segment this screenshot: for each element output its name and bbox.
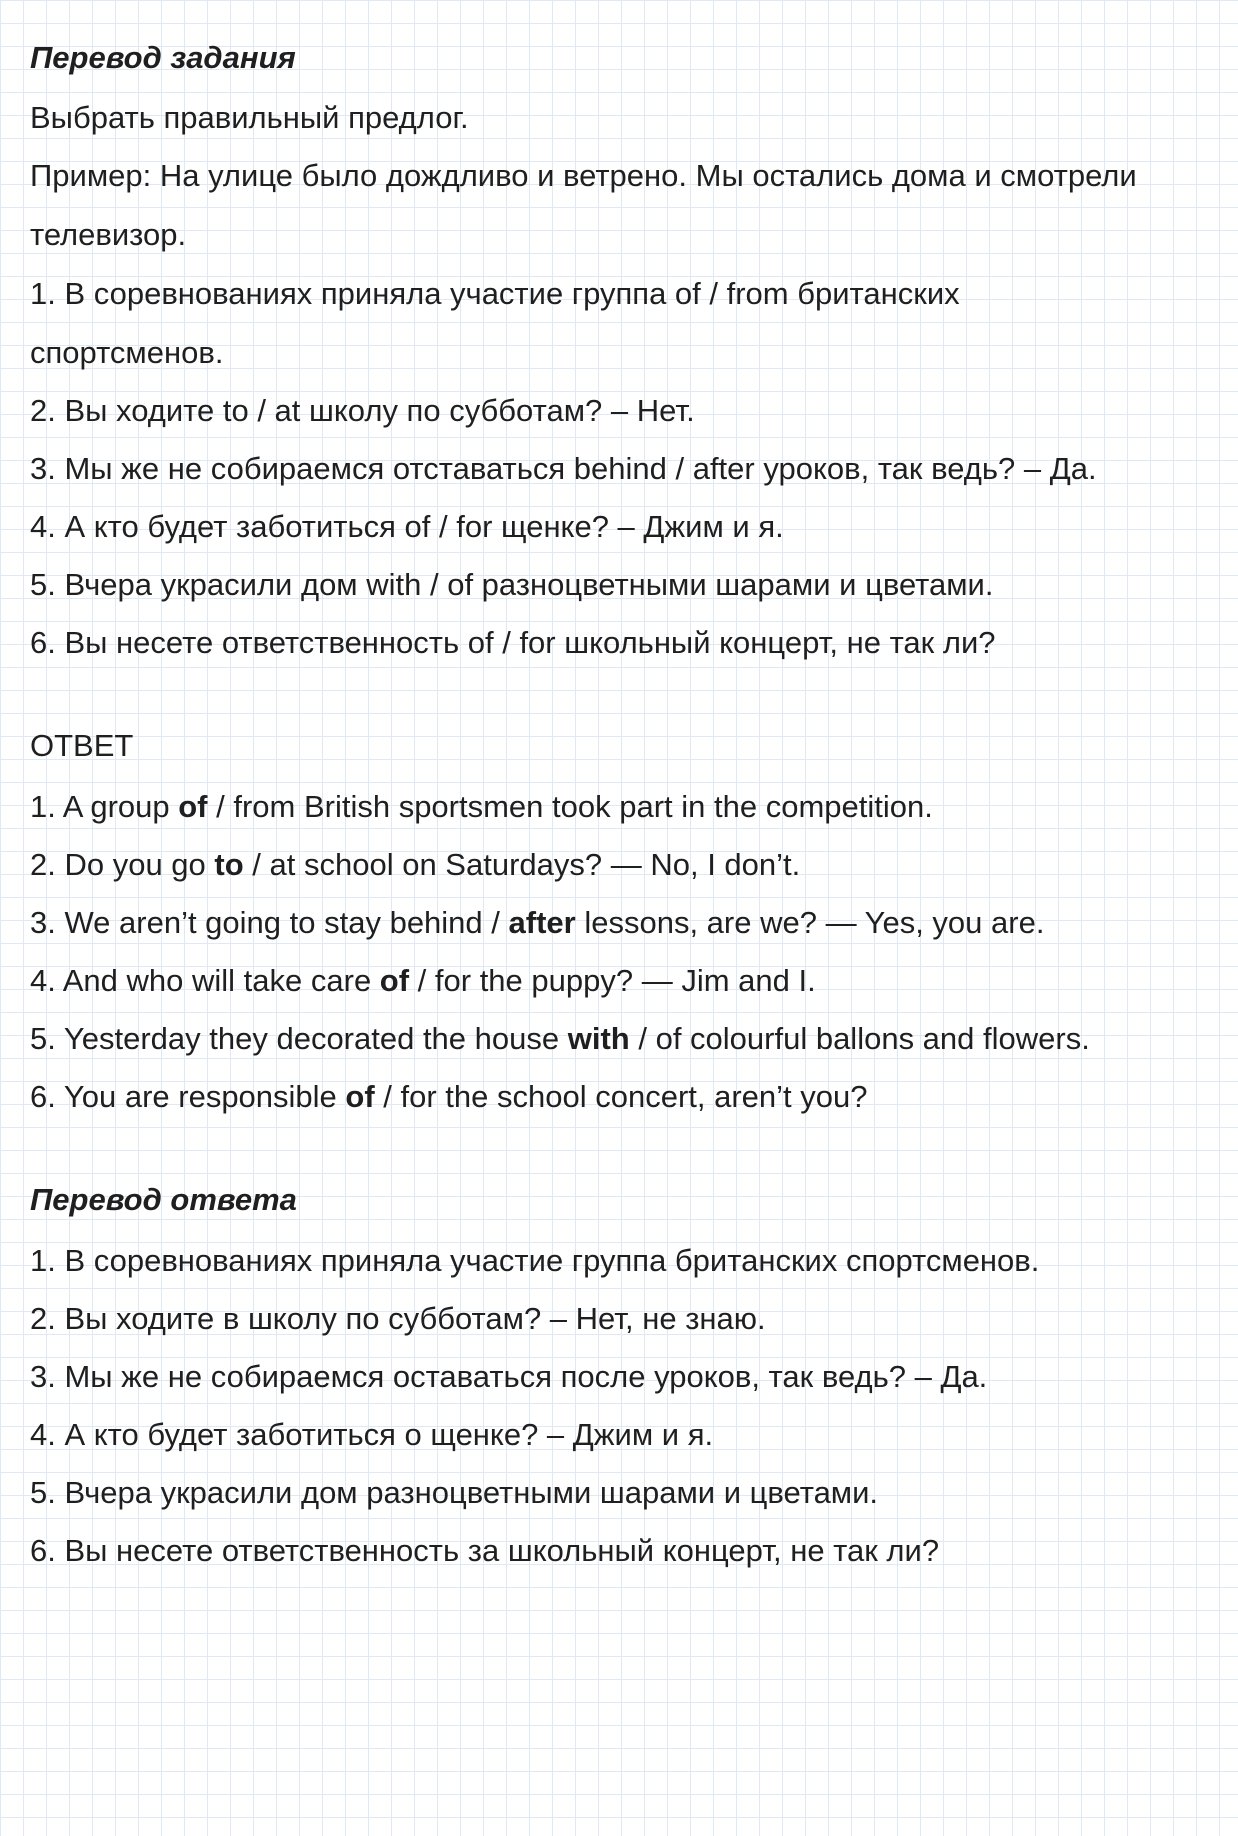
answer-item: 2. Do you go to / at school on Saturdays? — No, I don’t.	[30, 847, 801, 882]
task-item-2: 2. Вы ходите to / at школу по субботам? – Нет.	[30, 393, 695, 428]
task-heading: Перевод задания	[30, 40, 296, 75]
translation-item-2: 2. Вы ходите в школу по субботам? – Нет, не знаю.	[30, 1301, 766, 1336]
answer-choice: after	[508, 905, 576, 940]
translation-section	[30, 1174, 1210, 1580]
answer-item: 5. Yesterday they decorated the house with / of colourful ballons and flowers.	[30, 1021, 1090, 1056]
answer-item: 1. A group of / from British sportsmen took part in the competition.	[30, 789, 933, 824]
answer-choice: with	[567, 1021, 630, 1056]
translation-item-3: 3. Мы же не собираемся оставаться после уроков, так ведь? – Да.	[30, 1359, 988, 1394]
answer-choice: of	[178, 789, 208, 824]
answer-item: 3. We aren’t going to stay behind / after lessons, are we? — Yes, you are.	[30, 905, 1045, 940]
answer-heading: ОТВЕТ	[30, 728, 134, 763]
translation-item-6: 6. Вы несете ответственность за школьный концерт, не так ли?	[30, 1533, 940, 1568]
translation-item-1: 1. В соревнованиях приняла участие группа британских спортсменов.	[30, 1243, 1040, 1278]
task-instruction: Выбрать правильный предлог.	[30, 100, 469, 135]
task-item-5: 5. Вчера украсили дом with / of разноцветными шарами и цветами.	[30, 567, 994, 602]
section-gap	[30, 1126, 1210, 1174]
translation-item-5: 5. Вчера украсили дом разноцветными шарами и цветами.	[30, 1475, 879, 1510]
task-item-1: 1. В соревнованиях приняла участие группа of / from британских спортсменов.	[30, 276, 960, 370]
answer-choice: of	[379, 963, 410, 998]
task-example: Пример: На улице было дождливо и ветрено. Мы остались дома и смотрели телевизор.	[30, 158, 1137, 252]
answer-section	[30, 720, 1210, 1126]
section-gap	[30, 672, 1210, 720]
translation-heading: Перевод ответа	[30, 1182, 297, 1217]
answer-item: 6. You are responsible of / for the school concert, aren’t you?	[30, 1079, 868, 1114]
answer-choice: of	[345, 1079, 375, 1114]
task-section	[30, 32, 1210, 672]
task-item-4: 4. А кто будет заботиться of / for щенке? – Джим и я.	[30, 509, 784, 544]
translation-item-4: 4. А кто будет заботиться о щенке? – Джим и я.	[30, 1417, 714, 1452]
answer-choice: to	[214, 847, 244, 882]
task-item-6: 6. Вы несете ответственность of / for школьный концерт, не так ли?	[30, 625, 996, 660]
task-item-3: 3. Мы же не собираемся отставаться behind / after уроков, так ведь? – Да.	[30, 451, 1097, 486]
answer-item: 4. And who will take care of / for the puppy? — Jim and I.	[30, 963, 816, 998]
